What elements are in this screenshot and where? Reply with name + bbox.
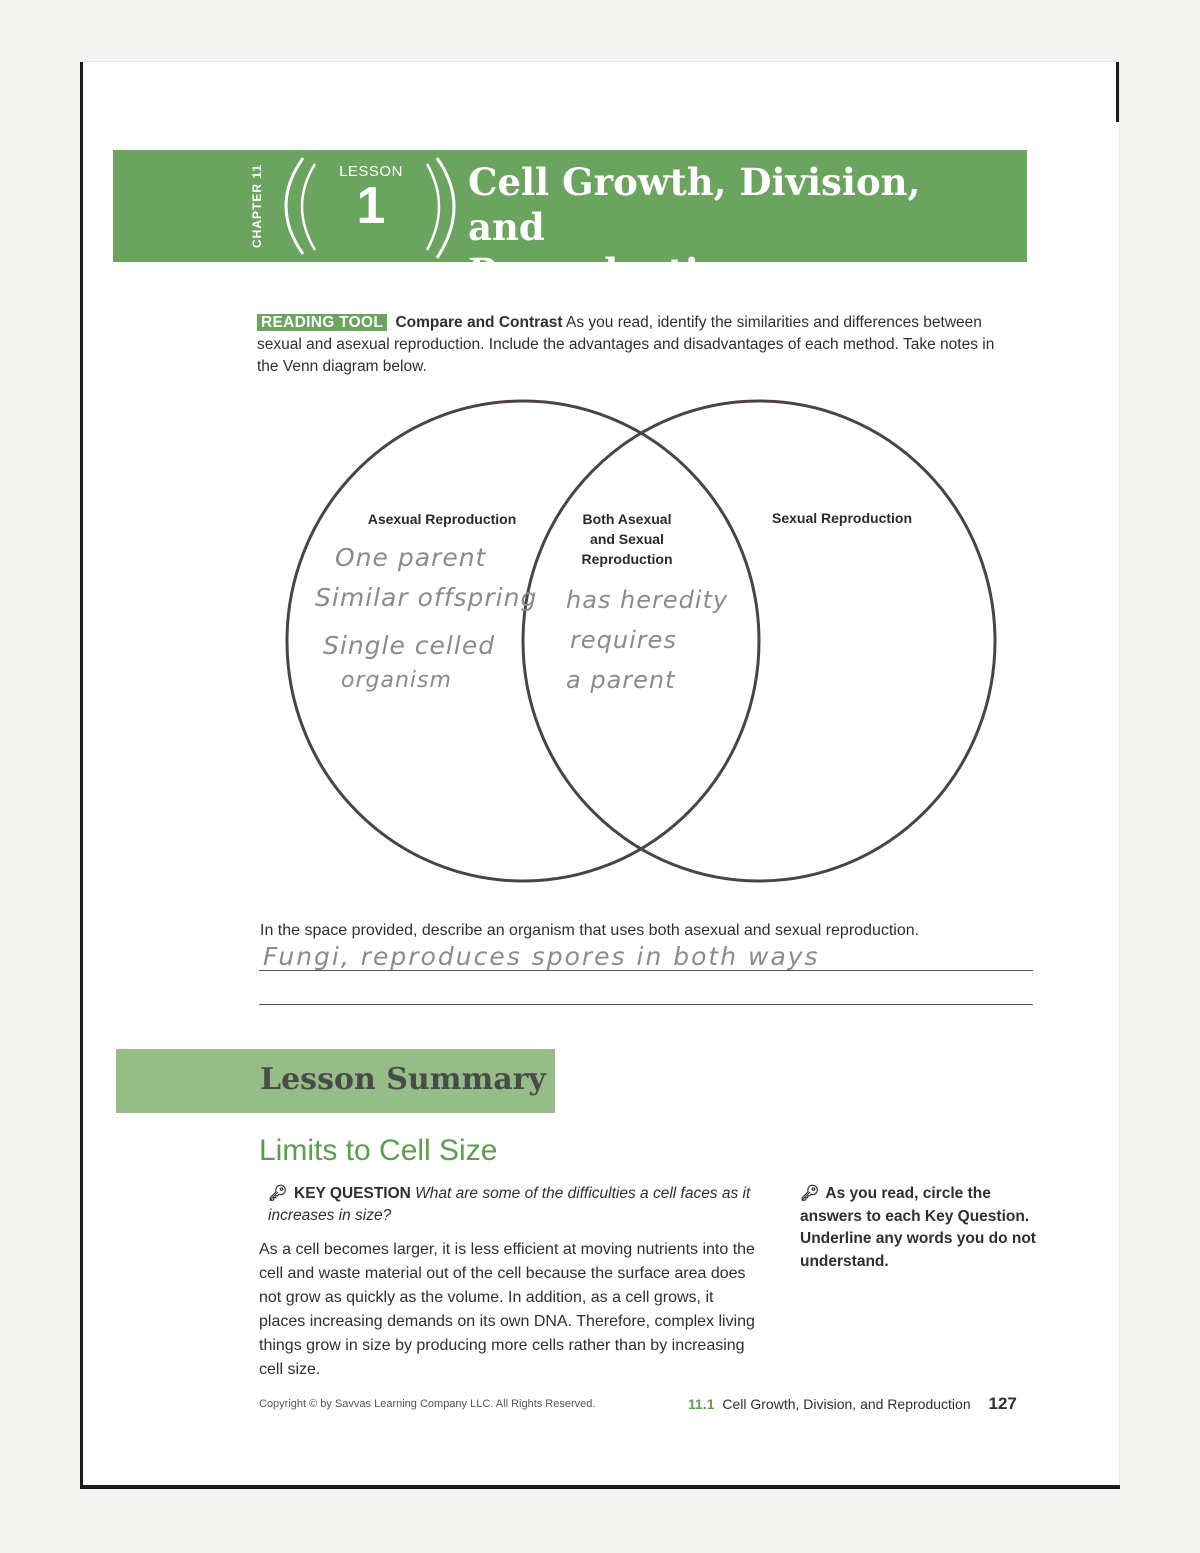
footer-section-number: 11.1 (688, 1396, 715, 1412)
handwritten-notes-both (566, 580, 728, 700)
reading-tool-text: As you read, identify the similarities and differences between sexual and asexual reproduction. Include the advantages and disadvantages of each method. Take notes in the Venn diagram below. (257, 314, 995, 375)
key-question-text: What are some of the difficulties a cell faces as it increases in size? (268, 1185, 751, 1224)
key-question-label: KEY QUESTION (294, 1185, 411, 1202)
reading-tool-title: Compare and Contrast (395, 314, 563, 331)
organism-prompt: In the space provided, describe an organism that uses both asexual and sexual reproduction. (260, 922, 920, 939)
handwritten-note: Single celled (323, 631, 496, 660)
handwritten-note: a parent (566, 666, 676, 694)
page-edge (80, 1485, 1120, 1489)
key-question (268, 1183, 768, 1227)
summary-body: As a cell becomes larger, it is less efficient at moving nutrients into the cell and waste material out of the cell because the surface area does not grow as quickly as the volume. In addition, as a cell grows, it places increasing demands on its own DNA. Therefore, complex living things grow in size by producing more cells rather than by increasing cell size. (259, 1241, 755, 1378)
footer-section (688, 1394, 1017, 1414)
venn-label-asexual: Asexual Reproduction (367, 511, 517, 527)
handwritten-note: Similar offspring (315, 583, 538, 612)
answer-line (259, 1004, 1033, 1005)
venn-label-sexual: Sexual Reproduction (771, 510, 913, 526)
chapter-label: CHAPTER 11 (250, 163, 264, 249)
key-icon: 🔑︎ (268, 1185, 288, 1202)
handwritten-note: has heredity (566, 586, 729, 614)
organism-answer[interactable]: Fungi, reproduces spores in both ways (263, 942, 820, 971)
key-icon: 🔑︎ (800, 1185, 820, 1202)
reading-tool-badge: READING TOOL (257, 314, 387, 331)
handwritten-note: requires (570, 626, 677, 654)
venn-label-both-line3: Reproduction (581, 551, 673, 567)
venn-label-both (567, 509, 687, 569)
handwritten-notes-asexual (315, 538, 537, 696)
side-note (800, 1183, 1050, 1273)
copyright: Copyright © by Savvas Learning Company LLC. All Rights Reserved. (259, 1398, 596, 1410)
page-edge (1116, 62, 1119, 122)
lesson-title (468, 160, 1008, 295)
section-heading: Limits to Cell Size (259, 1134, 498, 1167)
page-number: 127 (988, 1394, 1017, 1413)
page-edge (80, 62, 83, 1488)
lesson-title-line2: Reproduction (468, 250, 751, 294)
footer-section-title: Cell Growth, Division, and Reproduction (722, 1396, 971, 1412)
venn-label-both-line1: Both Asexual (582, 511, 672, 527)
lesson-number: 1 (356, 177, 386, 235)
lesson-summary-heading: Lesson Summary (260, 1062, 546, 1097)
lesson-title-line1: Cell Growth, Division, and (468, 160, 921, 249)
lesson-label: LESSON (339, 163, 403, 180)
venn-label-both-line2: and Sexual (590, 531, 664, 547)
reading-tool-instructions (257, 312, 1017, 378)
handwritten-note: organism (341, 668, 452, 693)
handwritten-note: One parent (335, 543, 487, 572)
answer-line (259, 970, 1033, 971)
side-note-text: As you read, circle the answers to each Key Question. Underline any words you do not understand. (800, 1185, 1036, 1270)
